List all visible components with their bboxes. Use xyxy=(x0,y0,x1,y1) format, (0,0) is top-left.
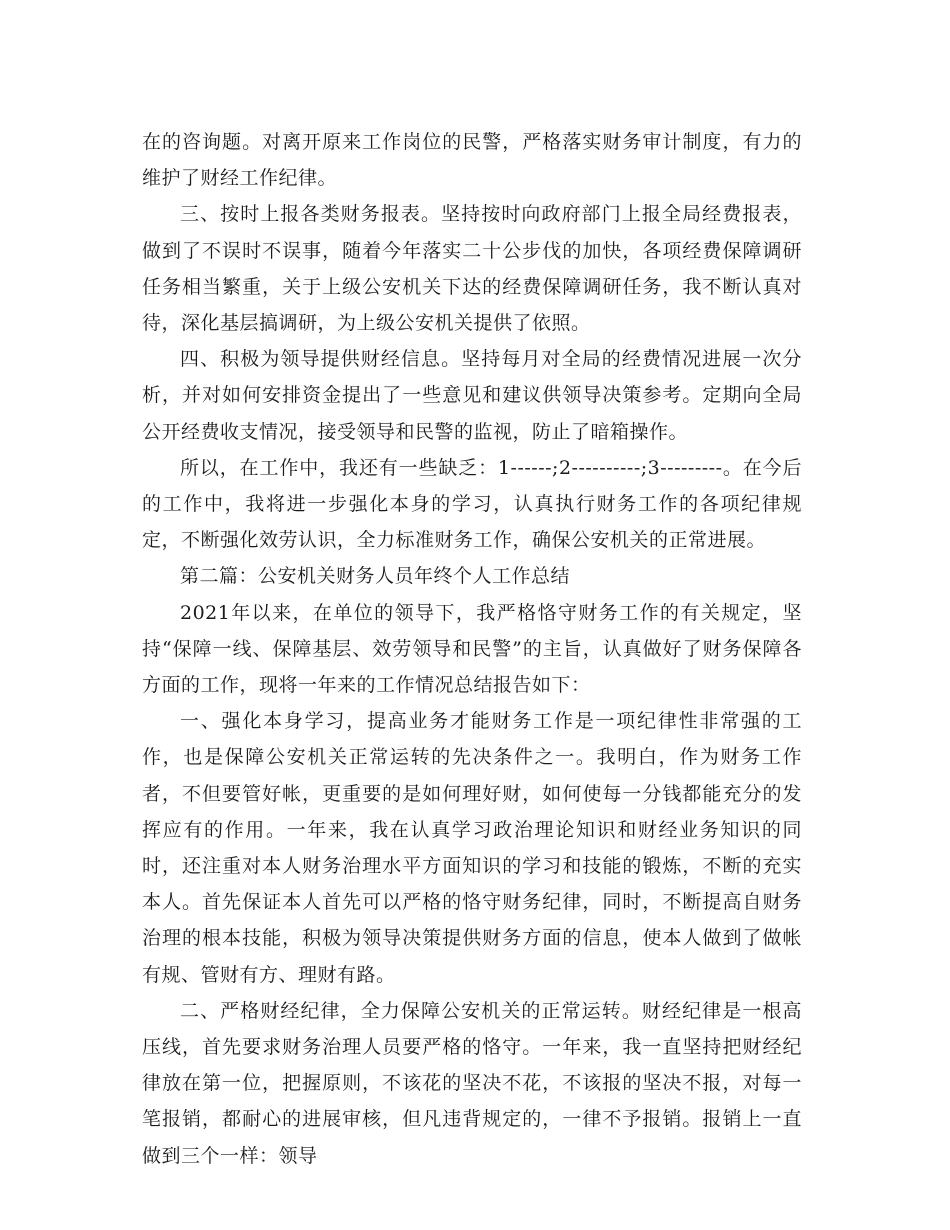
paragraph-intro-2021: 2021年以来，在单位的领导下，我严格恪守财务工作的有关规定，坚持“保障一线、保障基层、效劳领导和民警”的主旨，认真做好了财务保障各方面的工作，现将一年来的工作情况总结报告如下： xyxy=(142,601,802,697)
document-body xyxy=(142,124,802,1174)
section-heading-part-two: 第二篇：公安机关财务人员年终个人工作总结 xyxy=(180,565,571,588)
paragraph-financial-reports: 三、按时上报各类财务报表。坚持按时向政府部门上报全局经费报表，做到了不误时不误事，随着今年落实二十公步伐的加快，各项经费保障调研任务相当繁重，关于上级公安机关下达的经费保障调研任务，我不断认真对待，深化基层搞调研，为上级公安机关提供了依照。 xyxy=(142,203,802,335)
paragraph-financial-discipline: 二、严格财经纪律，全力保障公安机关的正常运转。财经纪律是一根高压线，首先要求财务治理人员要严格的恪守。一年来，我一直坚持把财经纪律放在第一位，把握原则，不该花的坚决不花，不该报的坚决不报，对每一笔报销，都耐心的进展审核，但凡违背规定的，一律不予报销。报销上一直做到三个一样：领导 xyxy=(142,999,802,1167)
paragraph-financial-info: 四、积极为领导提供财经信息。坚持每月对全局的经费情况进展一次分析，并对如何安排资金提出了一些意见和建议供领导决策参考。定期向全局公开经费收支情况，接受领导和民警的监视，防止了暗箱操作。 xyxy=(142,348,802,443)
paragraph-self-study: 一、强化本身学习，提高业务才能财务工作是一项纪律性非常强的工作，也是保障公安机关正常运转的先决条件之一。我明白，作为财务工作者，不但要管好帐，更重要的是如何理好财，如何使每一分钱都能充分的发挥应有的作用。一年来，我在认真学习政治理论知识和财经业务知识的同时，还注重对本人财务治理水平方面知识的学习和技能的锻炼，不断的充实本人。首先保证本人首先可以严格的恪守财务纪律，同时，不断提高自财务治理的根本技能，积极为领导决策提供财务方面的信息，使本人做到了做帐有规、管财有方、理财有路。 xyxy=(142,710,802,986)
paragraph-continuation: 在的咨询题。对离开原来工作岗位的民警，严格落实财务审计制度，有力的维护了财经工作纪律。 xyxy=(142,131,802,190)
paragraph-shortcomings: 所以，在工作中，我还有一些缺乏：1------;2----------;3---------。在今后的工作中，我将进一步强化本身的学习，认真执行财务工作的各项纪律规定，不断强化效劳认识，全力标准财务工作，确保公安机关的正常进展。 xyxy=(142,456,802,552)
